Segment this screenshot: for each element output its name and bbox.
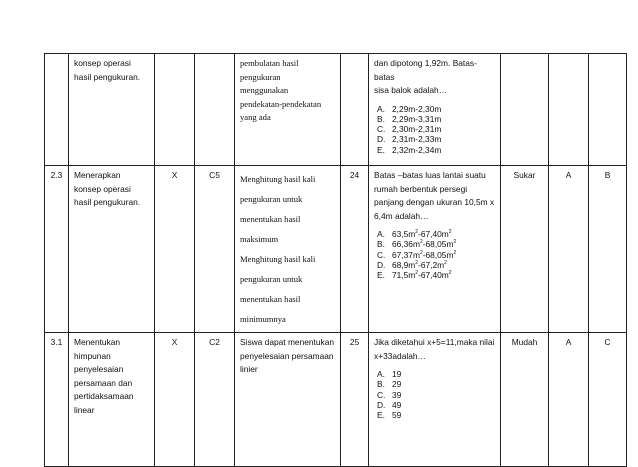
option-item	[377, 144, 495, 155]
material-line: menentukan hasil	[240, 294, 301, 304]
option-text: 2,29m-3,31m	[392, 113, 442, 124]
material-line: Siswa dapat menentukan	[240, 337, 335, 347]
question-number-cell	[341, 54, 369, 166]
option-text: 59	[392, 410, 402, 421]
option-text: 19	[392, 369, 402, 379]
row-number-cell	[45, 333, 69, 467]
material-line: pendekatan-pendekatan	[240, 98, 322, 109]
question-line: Jika diketahui x+5=11,maka nilai	[374, 337, 495, 347]
indicator-line: Menentukan	[74, 337, 121, 347]
question-line: rumah berbentuk persegi	[374, 183, 468, 194]
option-item	[377, 229, 495, 239]
option-item	[377, 134, 495, 145]
option-key: A.	[377, 369, 385, 379]
table-body	[45, 54, 627, 467]
question-line: x+33adalah…	[374, 350, 426, 361]
key-text: A	[565, 170, 572, 180]
option-key: E.	[377, 144, 385, 155]
option-item	[377, 103, 495, 114]
question-number-cell	[341, 333, 369, 467]
cognitive-level-cell	[195, 54, 235, 166]
question-line: sisa balok adalah…	[374, 85, 448, 95]
option-text: 49	[392, 399, 402, 410]
question_no-text: 24	[349, 170, 360, 180]
material-cell	[235, 54, 341, 166]
answer-key-cell	[549, 54, 589, 166]
class-cell	[155, 54, 195, 166]
option-key: C.	[377, 249, 386, 260]
indicator-line: Menerapkan	[74, 170, 121, 180]
indicator-line: pertidaksamaan	[74, 391, 134, 401]
question-cell	[369, 54, 501, 166]
material-line: minimumnya	[240, 314, 286, 324]
material-line: pembulatan hasil	[240, 58, 299, 68]
indicator-cell	[69, 333, 155, 467]
material-line: yang ada	[240, 112, 271, 122]
table-row	[45, 166, 627, 333]
material-line: menentukan hasil	[240, 214, 301, 224]
option-text: 29	[392, 379, 402, 390]
col_last-text: C	[604, 337, 611, 347]
option-key: A.	[377, 103, 385, 114]
indicator-line: hasil pengukuran.	[74, 71, 141, 82]
difficulty-cell	[501, 54, 549, 166]
level-text: C2	[209, 337, 220, 347]
question-line: Batas –batas luas lantai suatu	[374, 170, 486, 180]
table-row	[45, 333, 627, 467]
col_last-text: B	[604, 170, 611, 180]
last-column-cell	[589, 54, 627, 166]
option-item	[377, 270, 495, 281]
material-cell	[235, 166, 341, 333]
class-cell	[155, 333, 195, 467]
row-number-cell	[45, 166, 69, 333]
material-line: maksimum	[240, 234, 279, 244]
option-key: D.	[377, 259, 386, 270]
material-line: menggunakan	[240, 85, 289, 95]
option-text: 2,31m-2,33m	[392, 134, 442, 145]
option-key: B.	[377, 379, 385, 390]
question-cell	[369, 333, 501, 467]
indicator-cell	[69, 166, 155, 333]
answer-key-cell	[549, 166, 589, 333]
question-cell	[369, 166, 501, 333]
option-text: $63,5m^2-67,40m^2$	[392, 229, 452, 239]
indicator-line: himpunan	[74, 350, 111, 361]
option-item	[377, 399, 495, 410]
option-item	[377, 113, 495, 124]
level-text: C5	[209, 170, 220, 180]
no-text: 3.1	[50, 337, 63, 347]
material-cell	[235, 333, 341, 467]
answer-key-cell	[549, 333, 589, 467]
indicator-line: linear	[74, 404, 95, 415]
indicator-line: penyelesaian	[74, 364, 124, 374]
option-list	[374, 229, 495, 280]
option-key: D.	[377, 399, 386, 410]
option-key: E.	[377, 270, 385, 281]
option-item	[377, 239, 495, 250]
material-line: pengukuran untuk	[240, 274, 303, 284]
class-text: X	[171, 170, 178, 180]
option-key: B.	[377, 239, 385, 250]
option-key: A.	[377, 229, 385, 239]
question_no-text: 25	[349, 337, 360, 347]
option-text: 2,29m-2,30m	[392, 103, 442, 114]
question-line: panjang dengan ukuran 10,5m x	[374, 197, 495, 207]
last-column-cell	[589, 166, 627, 333]
difficulty-text: Mudah	[511, 337, 538, 347]
question-line: dan dipotong 1,92m. Batas-batas	[374, 58, 477, 82]
indicator-line: konsep operasi	[74, 183, 131, 194]
difficulty-text: Sukar	[513, 170, 536, 180]
material-line: pengukuran	[240, 71, 281, 82]
option-text: 39	[392, 389, 402, 400]
option-list	[374, 104, 495, 155]
question-grid-table	[44, 53, 627, 467]
no-text: 2.3	[50, 170, 63, 180]
option-item	[377, 259, 495, 270]
option-text: 2,32m-2,34m	[392, 144, 442, 155]
material-line: Menghitung hasil kali	[240, 174, 316, 184]
difficulty-cell	[501, 166, 549, 333]
option-item	[377, 369, 495, 379]
option-text: $68,9m^2-67,2m^2$	[392, 259, 447, 270]
option-item	[377, 124, 495, 135]
option-key: B.	[377, 113, 385, 124]
option-text: $66,36m^2-68,05m^2$	[392, 239, 457, 250]
option-text: 2,30m-2,31m	[392, 124, 442, 135]
question-number-cell	[341, 166, 369, 333]
indicator-line: konsep operasi	[74, 58, 131, 68]
option-item	[377, 389, 495, 400]
indicator-line: hasil pengukuran.	[74, 197, 141, 207]
option-text: $67,37m^2-68,05m^2$	[392, 249, 457, 260]
option-list	[374, 369, 495, 420]
option-item	[377, 249, 495, 260]
class-cell	[155, 166, 195, 333]
material-line: pengukuran untuk	[240, 194, 303, 204]
last-column-cell	[589, 333, 627, 467]
option-key: C.	[377, 124, 386, 135]
row-number-cell	[45, 54, 69, 166]
material-line: penyelesaian persamaan	[240, 350, 334, 361]
option-item	[377, 379, 495, 390]
material-line: linier	[240, 364, 258, 374]
option-key: E.	[377, 410, 385, 421]
option-item	[377, 410, 495, 421]
cognitive-level-cell	[195, 166, 235, 333]
class-text: X	[171, 337, 178, 347]
material-line: Menghitung hasil kali	[240, 254, 316, 264]
difficulty-cell	[501, 333, 549, 467]
table-row	[45, 54, 627, 166]
option-key: C.	[377, 389, 386, 400]
option-text: $71,5m^2-67,40m^2$	[392, 270, 452, 281]
question-line: 6,4m adalah…	[374, 210, 429, 221]
indicator-line: persamaan dan	[74, 377, 133, 388]
indicator-cell	[69, 54, 155, 166]
key-text: A	[565, 337, 572, 347]
cognitive-level-cell	[195, 333, 235, 467]
option-key: D.	[377, 134, 386, 145]
